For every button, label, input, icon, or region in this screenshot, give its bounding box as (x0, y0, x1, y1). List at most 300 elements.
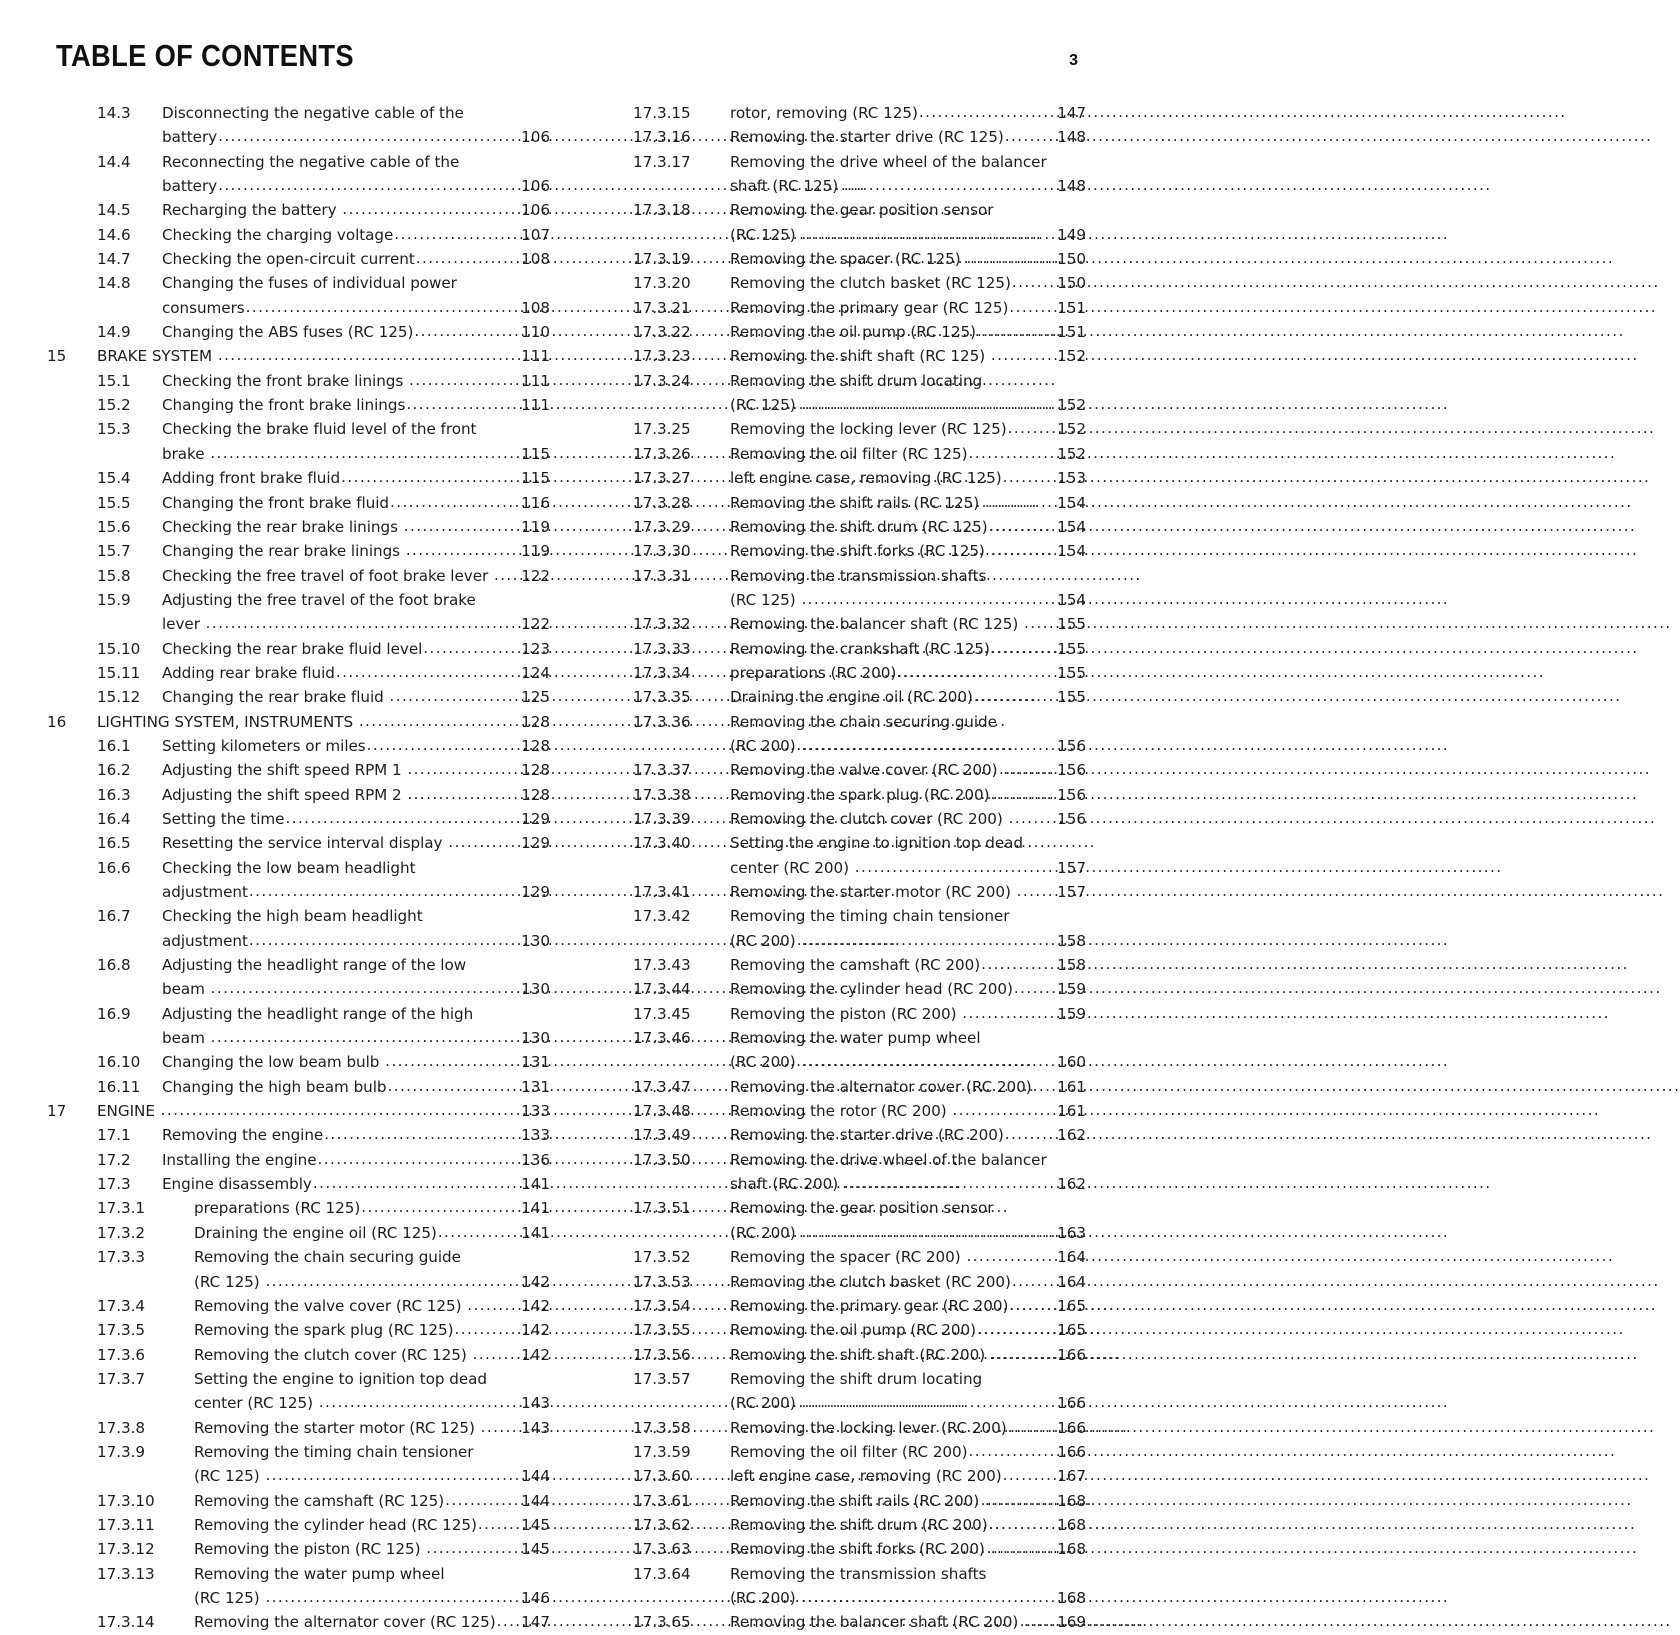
toc-entry-title: Removing the spark plug (RC 125) (194, 1321, 454, 1340)
toc-entry-body (162, 904, 550, 953)
toc-entry-title: Adjusting the headlight range of the low (162, 956, 467, 975)
toc-entry-title: Removing the spacer (RC 200) (730, 1248, 966, 1267)
toc-entry-title: Removing the shift shaft (RC 125) (730, 347, 990, 366)
toc-entry[interactable] (47, 1221, 550, 1245)
toc-entry-body (194, 1343, 550, 1367)
toc-entry-line-last (97, 710, 550, 734)
toc-entry-title: Changing the ABS fuses (RC 125) (162, 323, 414, 342)
toc-entry[interactable] (47, 101, 550, 150)
toc-entry-page: 161 (1057, 1077, 1086, 1096)
toc-entry-number: 17.3.50 (633, 1150, 691, 1169)
toc-entry[interactable] (583, 953, 1086, 977)
toc-entry-number: 15.5 (97, 493, 131, 512)
toc-entry[interactable] (583, 271, 1086, 295)
toc-entry-page: 122 (521, 566, 550, 585)
toc-entry[interactable] (47, 1318, 550, 1342)
toc-entry-line-last (162, 1026, 550, 1050)
toc-entry-number: 17.3.37 (633, 761, 691, 780)
toc-entry-page: 154 (1057, 542, 1086, 561)
toc-entry-title: Removing the transmission shafts (730, 1564, 987, 1583)
toc-entry-title: Checking the charging voltage (162, 225, 394, 244)
toc-entry-page: 119 (521, 517, 550, 536)
toc-entry-number: 16.6 (97, 858, 131, 877)
toc-entry-number: 17.3.61 (633, 1491, 691, 1510)
toc-entry[interactable] (47, 1148, 550, 1172)
toc-entry-number: 17.3.39 (633, 809, 691, 828)
toc-entry-body (97, 344, 550, 368)
toc-entry-page: 158 (1057, 931, 1086, 950)
toc-entry-body (162, 491, 550, 515)
toc-entry-page: 151 (1057, 323, 1086, 342)
toc-entry-title: Checking the front brake linings (162, 371, 408, 390)
toc-entry-title: Removing the water pump wheel (730, 1029, 981, 1048)
toc-entry[interactable] (47, 515, 550, 539)
toc-entry-body (194, 1562, 550, 1611)
dot-leader (991, 1342, 1051, 1366)
toc-entry-line-last (162, 198, 550, 222)
toc-entry-title: center (RC 200) (730, 858, 854, 877)
toc-entry[interactable] (47, 1002, 550, 1051)
toc-entry-number: 17.3.28 (633, 493, 691, 512)
toc-entry-body (162, 734, 550, 758)
toc-entry-title: Setting the time (162, 809, 285, 828)
toc-entry-line-last (730, 1440, 1086, 1464)
toc-entry-line-last (194, 1610, 550, 1634)
toc-entry-title: Removing the shift forks (RC 125) (730, 542, 990, 561)
toc-entry-number: 15.11 (97, 663, 141, 682)
toc-entry-page: 142 (521, 1296, 550, 1315)
toc-entry-page: 129 (521, 834, 550, 853)
dot-leader (448, 830, 515, 854)
toc-entry-title: Adjusting the headlight range of the high (162, 1004, 474, 1023)
toc-entry-number: 17.3.56 (633, 1345, 691, 1364)
dot-leader (455, 1317, 515, 1341)
toc-entry-number: 17.3.35 (633, 688, 691, 707)
toc-entry-page: 128 (521, 712, 550, 731)
toc-entry[interactable] (583, 101, 1086, 125)
toc-entry-title: Resetting the service interval display (162, 834, 448, 853)
toc-entry[interactable] (47, 758, 550, 782)
toc-entry-page: 152 (1057, 347, 1086, 366)
toc-entry-number: 17.3.65 (633, 1613, 691, 1632)
toc-entry[interactable] (47, 1050, 550, 1074)
toc-entry[interactable] (47, 710, 550, 734)
dot-leader (1009, 806, 1052, 830)
dot-leader (966, 246, 1051, 270)
toc-entry[interactable] (47, 417, 550, 466)
dot-leader (919, 100, 1051, 124)
toc-entry-line-last (730, 417, 1086, 441)
toc-entry-page: 162 (1057, 1175, 1086, 1194)
toc-entry-page: 159 (1057, 1004, 1086, 1023)
toc-entry-title: Removing the balancer shaft (RC 200) (730, 1613, 1023, 1632)
toc-entry-page: 129 (521, 883, 550, 901)
toc-entry-page: 162 (1057, 1126, 1086, 1145)
dot-leader (969, 441, 1051, 465)
toc-entry[interactable] (47, 1367, 550, 1416)
toc-entry[interactable] (47, 369, 550, 393)
dot-leader (1003, 465, 1051, 489)
dot-leader (494, 563, 515, 587)
toc-entry-number: 16.9 (97, 1004, 131, 1023)
toc-entry-line (730, 1562, 1086, 1586)
dot-leader (467, 1293, 515, 1317)
dot-leader (1005, 1122, 1051, 1146)
dot-leader (981, 952, 1051, 976)
toc-entry-title: (RC 125) (730, 396, 801, 415)
toc-entry-title: Removing the oil pump (RC 200) (730, 1321, 977, 1340)
toc-entry-title: Removing the primary gear (RC 200) (730, 1296, 1009, 1315)
toc-entry[interactable] (47, 393, 550, 417)
toc-entry-page: 142 (521, 1272, 550, 1291)
toc-entry-title: Removing the oil filter (RC 125) (730, 444, 968, 463)
toc-entry[interactable] (47, 1099, 550, 1123)
dot-leader (1003, 757, 1051, 781)
toc-entry-body (194, 1196, 550, 1220)
toc-entry-title: Removing the crankshaft (RC 125) (730, 639, 990, 658)
toc-entry-title: (RC 200) (730, 1053, 801, 1072)
dot-leader (394, 222, 515, 246)
toc-entry[interactable] (47, 1610, 550, 1634)
toc-entry-line-last (730, 101, 1086, 125)
toc-entry-line-last (162, 539, 550, 563)
toc-entry-title: Recharging the battery (162, 201, 342, 220)
toc-entry-number: 17.3.10 (97, 1491, 155, 1510)
toc-entry-title: Changing the front brake linings (162, 396, 406, 415)
toc-entry[interactable] (47, 1294, 550, 1318)
toc-entry-title: Removing the timing chain tensioner (730, 907, 1010, 926)
toc-entry-body (162, 271, 550, 320)
dot-leader (1033, 1074, 1051, 1098)
dot-leader (974, 684, 1051, 708)
dot-leader (211, 1025, 515, 1049)
toc-entry-number: 17.1 (97, 1126, 131, 1145)
toc-entry-title: Changing the high beam bulb (162, 1077, 387, 1096)
dot-leader (359, 709, 515, 733)
toc-entry-title: Removing the water pump wheel (194, 1564, 445, 1583)
toc-entry[interactable] (47, 588, 550, 637)
toc-entry-body (162, 1123, 550, 1147)
toc-entry-title: Removing the rotor (RC 200) (730, 1102, 952, 1121)
dot-leader (313, 1171, 515, 1195)
toc-entry-number: 16.11 (97, 1077, 141, 1096)
toc-entry-page: 166 (1057, 1394, 1086, 1413)
toc-entry-number: 14.3 (97, 104, 131, 122)
toc-entry-body (162, 831, 550, 855)
toc-entry[interactable] (47, 564, 550, 588)
toc-entry[interactable] (47, 1123, 550, 1147)
toc-entry-line (162, 904, 550, 928)
dot-leader (390, 490, 515, 514)
toc-entry-line (730, 1367, 1086, 1391)
dot-leader (801, 392, 1051, 416)
toc-entry-number: 15.4 (97, 469, 131, 488)
page-number: 3 (1069, 52, 1078, 69)
toc-entry-title: Removing the balancer shaft (RC 125) (730, 615, 1023, 634)
toc-entry[interactable] (47, 320, 550, 344)
toc-entry[interactable] (47, 1562, 550, 1611)
toc-entry-body (194, 1318, 550, 1342)
toc-entry-page: 122 (521, 615, 550, 634)
toc-entry-number: 16 (47, 712, 67, 731)
dot-leader (844, 173, 1051, 197)
toc-entry-line-last (162, 807, 550, 831)
toc-entry-body (730, 101, 1086, 125)
dot-leader (801, 587, 1051, 611)
dot-leader (249, 928, 515, 952)
toc-entry-page: 141 (521, 1223, 550, 1242)
toc-entry-page: 150 (1057, 250, 1086, 269)
toc-entry-title: lever (162, 615, 205, 634)
toc-entry-line-last (162, 125, 550, 149)
toc-entry-number: 16.1 (97, 736, 131, 755)
toc-entry-number: 17.3.11 (97, 1515, 155, 1534)
toc-entry-line (162, 1002, 550, 1026)
toc-entry-number: 15.3 (97, 420, 131, 439)
toc-entry-title: ENGINE (97, 1102, 160, 1121)
toc-entry-body (162, 369, 550, 393)
dot-leader (341, 465, 515, 489)
toc-entry-title: Removing the starter drive (RC 125) (730, 128, 1004, 147)
toc-entry-title: Changing the rear brake fluid (162, 688, 389, 707)
toc-entry[interactable] (583, 1440, 1086, 1464)
toc-entry-line-last (730, 1002, 1086, 1026)
toc-entry-title: Removing the piston (RC 200) (730, 1004, 962, 1023)
dot-leader (1012, 270, 1051, 294)
toc-entry-title: Removing the chain securing guide (194, 1248, 461, 1267)
toc-entry-number: 17.3.48 (633, 1102, 691, 1121)
toc-entry-title: Removing the clutch basket (RC 200) (730, 1272, 1011, 1291)
toc-entry-page: 147 (521, 1613, 550, 1632)
toc-entry-title: battery (162, 128, 218, 147)
toc-entry-line (194, 1367, 550, 1391)
toc-entry-title: Setting the engine to ignition top dead (730, 834, 1023, 853)
toc-entry-number: 17.3.18 (633, 201, 691, 220)
toc-entry[interactable] (47, 1416, 550, 1440)
toc-entry[interactable] (47, 247, 550, 271)
toc-entry-number: 17.3.14 (97, 1613, 155, 1632)
toc-entry-body (162, 393, 550, 417)
toc-entry[interactable] (583, 1002, 1086, 1026)
toc-entry-number: 15.7 (97, 542, 131, 561)
dot-leader (991, 343, 1051, 367)
toc-entry-title: (RC 125) (194, 1272, 265, 1291)
dot-leader (966, 1244, 1051, 1268)
toc-entry[interactable] (47, 856, 550, 905)
toc-entry-title: Draining the engine oil (RC 200) (730, 688, 973, 707)
toc-entry[interactable] (47, 1196, 550, 1220)
toc-entry-line-last (162, 442, 550, 466)
toc-entry-title: Removing the valve cover (RC 125) (194, 1296, 467, 1315)
toc-entry-title: adjustment (162, 883, 248, 901)
toc-entry-body (162, 588, 550, 637)
toc-entry-title: (RC 200) (730, 1223, 801, 1242)
toc-entry-line-last (162, 734, 550, 758)
toc-entry-title: Removing the locking lever (RC 125) (730, 420, 1007, 439)
toc-entry[interactable] (47, 904, 550, 953)
toc-entry-body (162, 856, 550, 905)
toc-entry-title: Removing the gear position sensor (730, 1199, 994, 1218)
toc-entry-page: 164 (1057, 1248, 1086, 1267)
toc-entry-number: 14.8 (97, 274, 131, 293)
toc-entry-page: 141 (521, 1199, 550, 1218)
toc-entry-number: 14.9 (97, 323, 131, 342)
toc-entry[interactable] (47, 783, 550, 807)
toc-entry-line (162, 271, 550, 295)
toc-entry-page: 155 (1057, 615, 1086, 634)
toc-entry-title: Removing the oil filter (RC 200) (730, 1442, 968, 1461)
toc-entry[interactable] (47, 734, 550, 758)
toc-entry-page: 161 (1057, 1102, 1086, 1121)
toc-entry[interactable] (47, 661, 550, 685)
toc-entry[interactable] (47, 685, 550, 709)
toc-entry-line-last (162, 1172, 550, 1196)
toc-entry-page: 133 (521, 1126, 550, 1145)
toc-entry-page: 110 (521, 323, 550, 342)
toc-entry-page: 142 (521, 1345, 550, 1364)
toc-entry-title: (RC 125) (730, 590, 801, 609)
toc-entry-body (162, 1148, 550, 1172)
toc-entry-number: 17.3.23 (633, 347, 691, 366)
dot-leader (319, 1390, 515, 1414)
toc-entry-body (162, 539, 550, 563)
toc-entry[interactable] (47, 198, 550, 222)
dot-leader (407, 757, 515, 781)
toc-entry-title: Removing the shift forks (RC 200) (730, 1540, 990, 1559)
dot-leader (989, 514, 1051, 538)
toc-entry-line-last (162, 977, 550, 1001)
toc-entry-page: 148 (1057, 128, 1086, 147)
toc-entry[interactable] (47, 466, 550, 490)
toc-entry-body (194, 1367, 550, 1416)
toc-entry-body (730, 417, 1086, 441)
toc-entry-page: 155 (1057, 663, 1086, 682)
toc-entry-number: 17.3.44 (633, 980, 691, 999)
toc-entry[interactable] (47, 1343, 550, 1367)
toc-entry-line-last (194, 1489, 550, 1513)
dot-leader (801, 222, 1051, 246)
dot-leader (897, 660, 1051, 684)
toc-entry-body (162, 1172, 550, 1196)
toc-entry-number: 16.2 (97, 761, 131, 780)
toc-entry-title: Removing the alternator cover (RC 200) (730, 1077, 1032, 1096)
dot-leader (1014, 976, 1051, 1000)
toc-entry-page: 143 (521, 1418, 550, 1437)
toc-entry[interactable] (47, 637, 550, 661)
toc-entry-page: 142 (521, 1321, 550, 1340)
toc-entry-body (162, 564, 550, 588)
toc-entry-page: 165 (1057, 1296, 1086, 1315)
toc-entry[interactable] (47, 491, 550, 515)
toc-entry-number: 17.3.46 (633, 1029, 691, 1048)
toc-entry-line-last (162, 466, 550, 490)
toc-entry[interactable] (47, 953, 550, 1002)
toc-entry-title: Removing the shift drum locating (730, 1369, 983, 1388)
dot-leader (445, 1488, 515, 1512)
toc-entry[interactable] (47, 1245, 550, 1294)
toc-entry-line-last (194, 1513, 550, 1537)
toc-entry[interactable] (47, 271, 550, 320)
toc-entry-page: 123 (521, 639, 550, 658)
toc-entry[interactable] (47, 1172, 550, 1196)
dot-leader (497, 1609, 515, 1633)
toc-entry[interactable] (47, 1489, 550, 1513)
toc-entry[interactable] (47, 831, 550, 855)
toc-entry[interactable] (583, 417, 1086, 441)
toc-entry-page: 156 (1057, 761, 1086, 780)
dot-leader (414, 319, 515, 343)
toc-entry[interactable] (583, 1245, 1086, 1269)
toc-entry[interactable] (47, 807, 550, 831)
toc-entry[interactable] (47, 223, 550, 247)
toc-entry-line (194, 1562, 550, 1586)
toc-entry-number: 17.3.59 (633, 1442, 691, 1461)
toc-entry-title: Removing the clutch cover (RC 200) (730, 809, 1008, 828)
toc-entry-title: Removing the spacer (RC 125) (730, 250, 966, 269)
dot-leader (318, 1147, 515, 1171)
toc-entry-title: Removing the clutch basket (RC 125) (730, 274, 1011, 293)
toc-entry-title: Removing the shift rails (RC 125) (730, 493, 984, 512)
toc-entry-line (162, 150, 550, 174)
toc-entry-title: Removing the shift drum (RC 125) (730, 517, 988, 536)
toc-entry[interactable] (47, 539, 550, 563)
toc-entry-line-last (194, 1464, 550, 1488)
toc-entry-number: 17.3.53 (633, 1272, 691, 1291)
toc-entry-title: Removing the piston (RC 125) (194, 1540, 426, 1559)
toc-entry[interactable] (47, 1440, 550, 1489)
dot-leader (991, 782, 1051, 806)
toc-entry-page: 166 (1057, 1418, 1086, 1437)
toc-entry-number: 17.3.17 (633, 152, 691, 171)
toc-entry-title: Adjusting the free travel of the foot brake (162, 590, 476, 609)
toc-entry-title: Installing the engine (162, 1150, 317, 1169)
dot-leader (991, 636, 1051, 660)
toc-entry-number: 16.5 (97, 834, 131, 853)
toc-entry-line-last (162, 247, 550, 271)
dot-leader (801, 733, 1051, 757)
toc-entry-number: 15.9 (97, 590, 131, 609)
dot-leader (206, 611, 515, 635)
toc-entry-body (194, 1489, 550, 1513)
toc-entry-body (194, 1440, 550, 1489)
toc-entry[interactable] (47, 150, 550, 199)
toc-entry-line (730, 150, 1086, 174)
toc-entry[interactable] (47, 1537, 550, 1561)
toc-entry-number: 17.3.2 (97, 1223, 146, 1242)
toc-entry-page: 156 (1057, 809, 1086, 828)
dot-leader (801, 1049, 1051, 1073)
toc-entry-body (162, 783, 550, 807)
toc-entry-body (162, 758, 550, 782)
toc-entry-page: 148 (1057, 177, 1086, 196)
toc-entry-line-last (97, 344, 550, 368)
toc-entry-line-last (162, 758, 550, 782)
dot-leader (481, 1415, 515, 1439)
toc-entry-body (162, 223, 550, 247)
toc-entry-line (162, 417, 550, 441)
toc-entry[interactable] (47, 1075, 550, 1099)
toc-entry-number: 17.3.9 (97, 1442, 146, 1461)
toc-entry-title: shaft (RC 200) (730, 1175, 843, 1194)
dot-leader (952, 1098, 1051, 1122)
dot-leader (438, 1220, 515, 1244)
toc-entry-number: 17.3.34 (633, 663, 691, 682)
toc-entry[interactable] (47, 344, 550, 368)
toc-entry-page: 106 (521, 201, 550, 220)
toc-entry-page: 154 (1057, 493, 1086, 512)
page-title: TABLE OF CONTENTS (56, 38, 354, 73)
toc-entry[interactable] (47, 1513, 550, 1537)
